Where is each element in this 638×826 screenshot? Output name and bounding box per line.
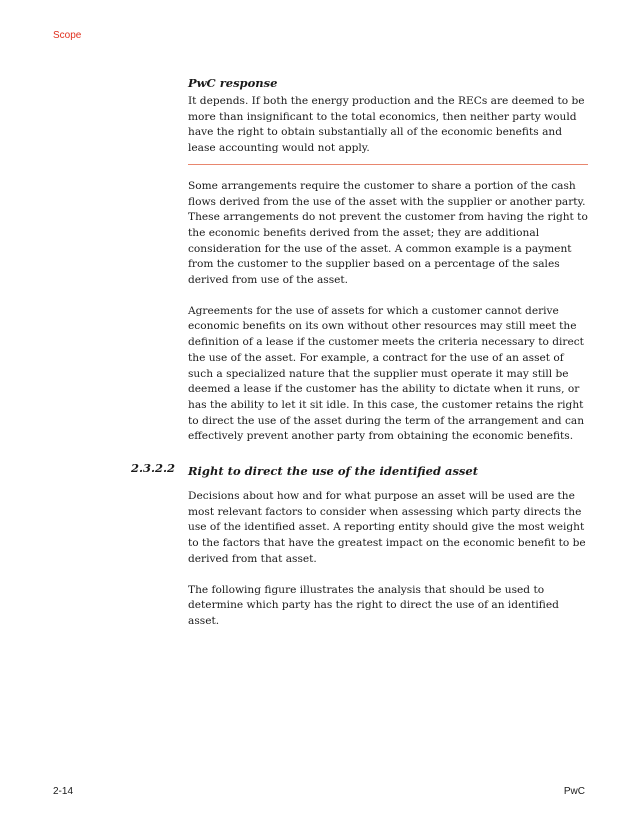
section-title: Right to direct the use of the identified asset xyxy=(188,464,479,479)
section-heading xyxy=(131,460,588,479)
paragraph-figure-intro: The following figure illustrates the analysis that should be used to determine which party has the right to direct the use of an identified asset. xyxy=(188,583,559,627)
pwc-response-box xyxy=(188,76,588,165)
response-title: PwC response xyxy=(188,76,278,90)
section-header-label: Scope xyxy=(53,30,82,41)
paragraph-cash-flows: Some arrangements require the customer to share a portion of the cash flows derived from the use of the asset with the supplier or another party. These arrangements do not prevent the customer from having the right to the economic benefits derived from the asset; they are additional consideration for the use of the asset. A common example is a payment from the customer to the supplier based on a percentage of the sales derived from use of the asset. xyxy=(188,179,588,287)
footer-brand: PwC xyxy=(563,786,585,797)
page-number: 2-14 xyxy=(53,786,74,797)
paragraph-specialized-assets: Agreements for the use of assets for which a customer cannot derive economic benefits on its own without other resources may still meet the definition of a lease if the customer meets the criteria necessary to direct the use of the asset. For example, a contract for the use of an asset of such a specialized nature that the supplier must operate it may still be deemed a lease if the customer has the ability to dictate when it runs, or has the ability to let it sit idle. In this case, the customer retains the right to direct the use of the asset during the term of the arrangement and can effectively prevent another party from obtaining the economic benefits. xyxy=(188,304,585,443)
response-body: It depends. If both the energy production and the RECs are deemed to be more than insignificant to the total economics, then neither party would have the right to obtain substantially all of the economic benefits and lease accounting would not apply. xyxy=(188,95,585,155)
section-number: 2.3.2.2 xyxy=(131,461,176,476)
page-content xyxy=(131,76,588,645)
paragraph-decisions: Decisions about how and for what purpose an asset will be used are the most relevant factors to consider when assessing which party directs the use of the identified asset. A reporting entity should give the most weight to the factors that have the greatest impact on the economic benefit to be derived from that asset. xyxy=(188,490,586,565)
